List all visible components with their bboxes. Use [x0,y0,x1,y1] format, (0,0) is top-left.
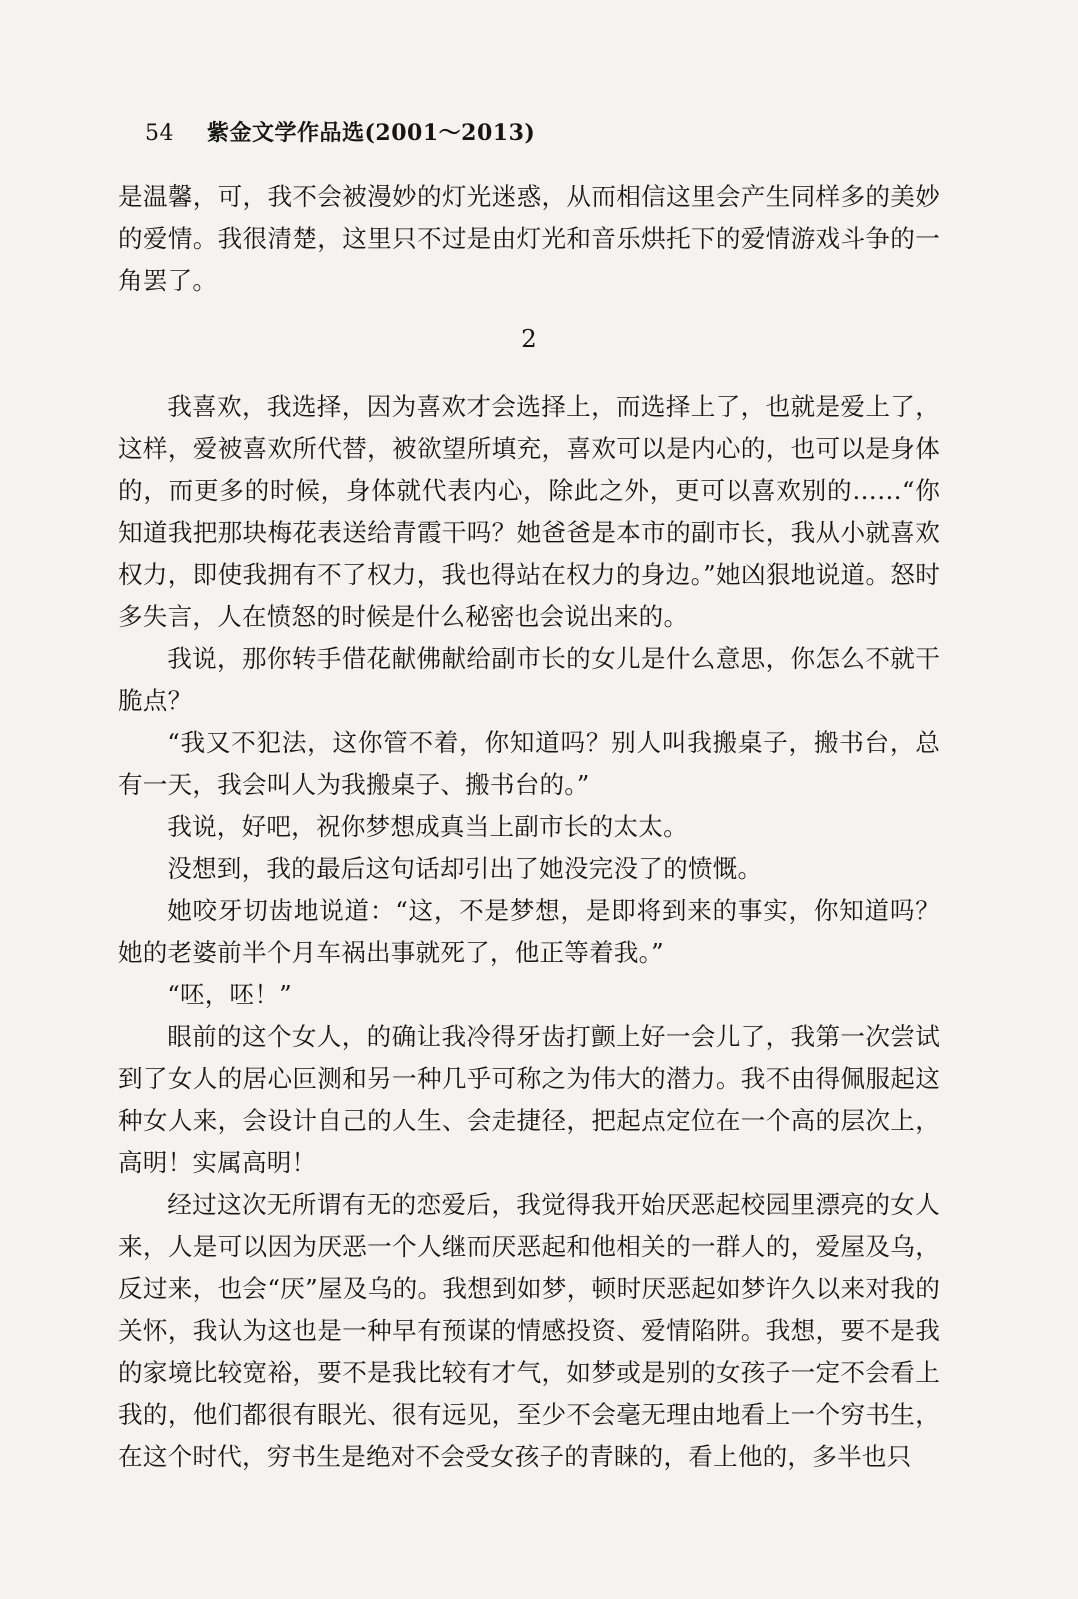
paragraph: 没想到，我的最后这句话却引出了她没完没了的愤慨。 [167,854,763,883]
paragraph: “我又不犯法，这你管不着，你知道吗？别人叫我搬桌子，搬书台，总有一天，我会叫人为我搬桌子、搬书台的。” [118,728,940,799]
paragraph: 我说，那你转手借花献佛献给副市长的女儿是什么意思，你怎么不就干脆点？ [118,644,940,715]
page-number: 54 [145,121,174,146]
body-text [118,176,940,1478]
section-number: 2 [521,324,537,353]
paragraph: 我说，好吧，祝你梦想成真当上副市长的太太。 [167,812,688,841]
paragraph: 她咬牙切齿地说道：“这，不是梦想，是即将到来的事实，你知道吗？她的老婆前半个月车祸出事就死了，他正等着我。” [118,896,940,967]
paragraph: 经过这次无所谓有无的恋爱后，我觉得我开始厌恶起校园里漂亮的女人来，人是可以因为厌恶一个人继而厌恶起和他相关的一群人的，爱屋及乌，反过来，也会“厌”屋及乌的。我想到如梦，顿时厌恶起如梦许久以来对我的关怀，我认为这也是一种早有预谋的情感投资、爱情陷阱。我想，要不是我的家境比较宽裕，要不是我比较有才气，如梦或是别的女孩子一定不会看上我的，他们都很有眼光、很有远见，至少不会毫无理由地看上一个穷书生，在这个时代，穷书生是绝对不会受女孩子的青睐的，看上他的，多半也只 [118,1190,940,1471]
paragraph: 眼前的这个女人，的确让我冷得牙齿打颤上好一会儿了，我第一次尝试到了女人的居心叵测和另一种几乎可称之为伟大的潜力。我不由得佩服起这种女人来，会设计自己的人生、会走捷径，把起点定位在一个高的层次上，高明！实属高明！ [118,1022,940,1177]
running-header [145,116,535,147]
book-title: 紫金文学作品选(2001～2013) [207,120,536,146]
paragraph: “呸，呸！” [167,980,292,1009]
paragraph-continued: 是温馨，可，我不会被漫妙的灯光迷惑，从而相信这里会产生同样多的美妙的爱情。我很清楚，这里只不过是由灯光和音乐烘托下的爱情游戏斗争的一角罢了。 [118,182,940,295]
paragraph: 我喜欢，我选择，因为喜欢才会选择上，而选择上了，也就是爱上了，这样，爱被喜欢所代替，被欲望所填充，喜欢可以是内心的，也可以是身体的，而更多的时候，身体就代表内心，除此之外，更可以喜欢别的……“你知道我把那块梅花表送给青霞干吗？她爸爸是本市的副市长，我从小就喜欢权力，即使我拥有不了权力，我也得站在权力的身边。”她凶狠地说道。怒时多失言，人在愤怒的时候是什么秘密也会说出来的。 [118,392,940,631]
